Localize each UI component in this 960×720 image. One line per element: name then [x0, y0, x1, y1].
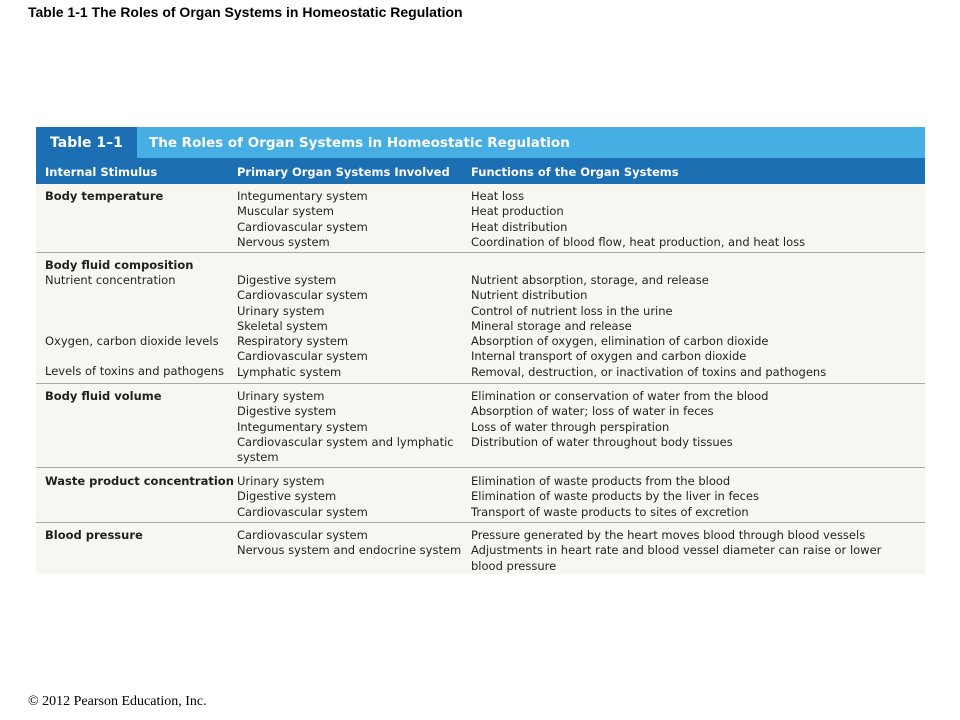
system-line: Muscular system	[237, 204, 335, 219]
systems-cell	[237, 474, 368, 520]
function-line: Internal transport of oxygen and carbon dioxide	[471, 349, 747, 364]
column-header-functions: Functions of the Organ Systems	[471, 165, 679, 179]
systems-cell	[237, 273, 368, 380]
systems-cell	[237, 189, 368, 250]
systems-cell	[237, 389, 454, 465]
function-line: Transport of waste products to sites of excretion	[471, 504, 749, 519]
system-line: Lymphatic system	[237, 364, 342, 379]
systems-cell	[237, 528, 461, 559]
function-line: Mineral storage and release	[471, 318, 632, 333]
function-line: Elimination of waste products by the liver in feces	[471, 489, 759, 504]
system-line: Digestive system	[237, 489, 337, 504]
stimulus-label: Waste product concentration	[45, 474, 234, 488]
system-line: Skeletal system	[237, 318, 328, 333]
row-divider	[36, 252, 925, 253]
system-line: Cardiovascular system	[237, 504, 368, 519]
system-line: Cardiovascular system	[237, 219, 368, 234]
functions-cell	[471, 273, 826, 380]
function-line: Removal, destruction, or inactivation of toxins and pathogens	[471, 364, 827, 379]
system-line: Cardiovascular system and lymphatic	[237, 434, 454, 449]
substimulus-label: Nutrient concentration	[45, 273, 176, 287]
system-line: Nervous system and endocrine system	[237, 543, 462, 558]
function-line: Heat loss	[471, 189, 525, 203]
column-header-systems: Primary Organ Systems Involved	[237, 165, 450, 179]
function-line: Coordination of blood flow, heat production, and heat loss	[471, 234, 806, 249]
functions-cell	[471, 389, 768, 450]
substimulus-label: Levels of toxins and pathogens	[45, 364, 224, 378]
system-line: Urinary system	[237, 389, 325, 403]
function-line: Absorption of water; loss of water in feces	[471, 404, 714, 419]
function-line: Control of nutrient loss in the urine	[471, 303, 673, 318]
function-line: Nutrient distribution	[471, 288, 588, 303]
function-line: Pressure generated by the heart moves blood through blood vessels	[471, 528, 866, 542]
function-line: Adjustments in heart rate and blood vessel diameter can raise or lower	[471, 543, 882, 558]
function-line: Nutrient absorption, storage, and release	[471, 273, 709, 287]
stimulus-label: Body fluid composition	[45, 258, 194, 272]
table-title: The Roles of Organ Systems in Homeostatic Regulation	[149, 135, 570, 151]
system-line: system	[237, 450, 279, 465]
system-line: Urinary system	[237, 303, 325, 318]
system-line: Urinary system	[237, 474, 325, 488]
system-line: Cardiovascular system	[237, 349, 368, 364]
row-divider	[36, 383, 925, 384]
function-line: Loss of water through perspiration	[471, 419, 670, 434]
function-line: Distribution of water throughout body tissues	[471, 434, 733, 449]
function-line: Heat production	[471, 204, 564, 219]
row-divider	[36, 522, 925, 523]
system-line: Nervous system	[237, 234, 330, 249]
system-line: Digestive system	[237, 273, 337, 287]
slide-title: Table 1-1 The Roles of Organ Systems in Homeostatic Regulation	[28, 4, 463, 20]
column-header-row	[36, 158, 925, 184]
system-line: Digestive system	[237, 404, 337, 419]
substimulus-label: Oxygen, carbon dioxide levels	[45, 334, 219, 348]
function-line: Elimination or conservation of water from the blood	[471, 389, 769, 403]
function-line: Heat distribution	[471, 219, 568, 234]
system-line: Respiratory system	[237, 334, 349, 349]
system-line: Cardiovascular system	[237, 288, 368, 303]
row-divider	[36, 467, 925, 468]
functions-cell	[471, 474, 759, 520]
table-number-box	[36, 127, 137, 158]
functions-cell	[471, 528, 881, 574]
system-line: Integumentary system	[237, 419, 368, 434]
function-line: Absorption of oxygen, elimination of carbon dioxide	[471, 334, 769, 349]
copyright-notice: © 2012 Pearson Education, Inc.	[28, 694, 207, 709]
stimulus-label: Body fluid volume	[45, 389, 162, 403]
stimulus-label: Blood pressure	[45, 528, 143, 542]
function-line: blood pressure	[471, 558, 557, 573]
function-line: Elimination of waste products from the blood	[471, 474, 731, 488]
functions-cell	[471, 189, 805, 250]
table-title-bar	[36, 127, 925, 158]
system-line: Integumentary system	[237, 189, 368, 203]
organ-systems-table	[36, 127, 925, 574]
stimulus-label: Body temperature	[45, 189, 164, 203]
column-header-stimulus: Internal Stimulus	[45, 165, 158, 179]
table-number: Table 1–1	[50, 135, 123, 151]
system-line: Cardiovascular system	[237, 528, 368, 542]
